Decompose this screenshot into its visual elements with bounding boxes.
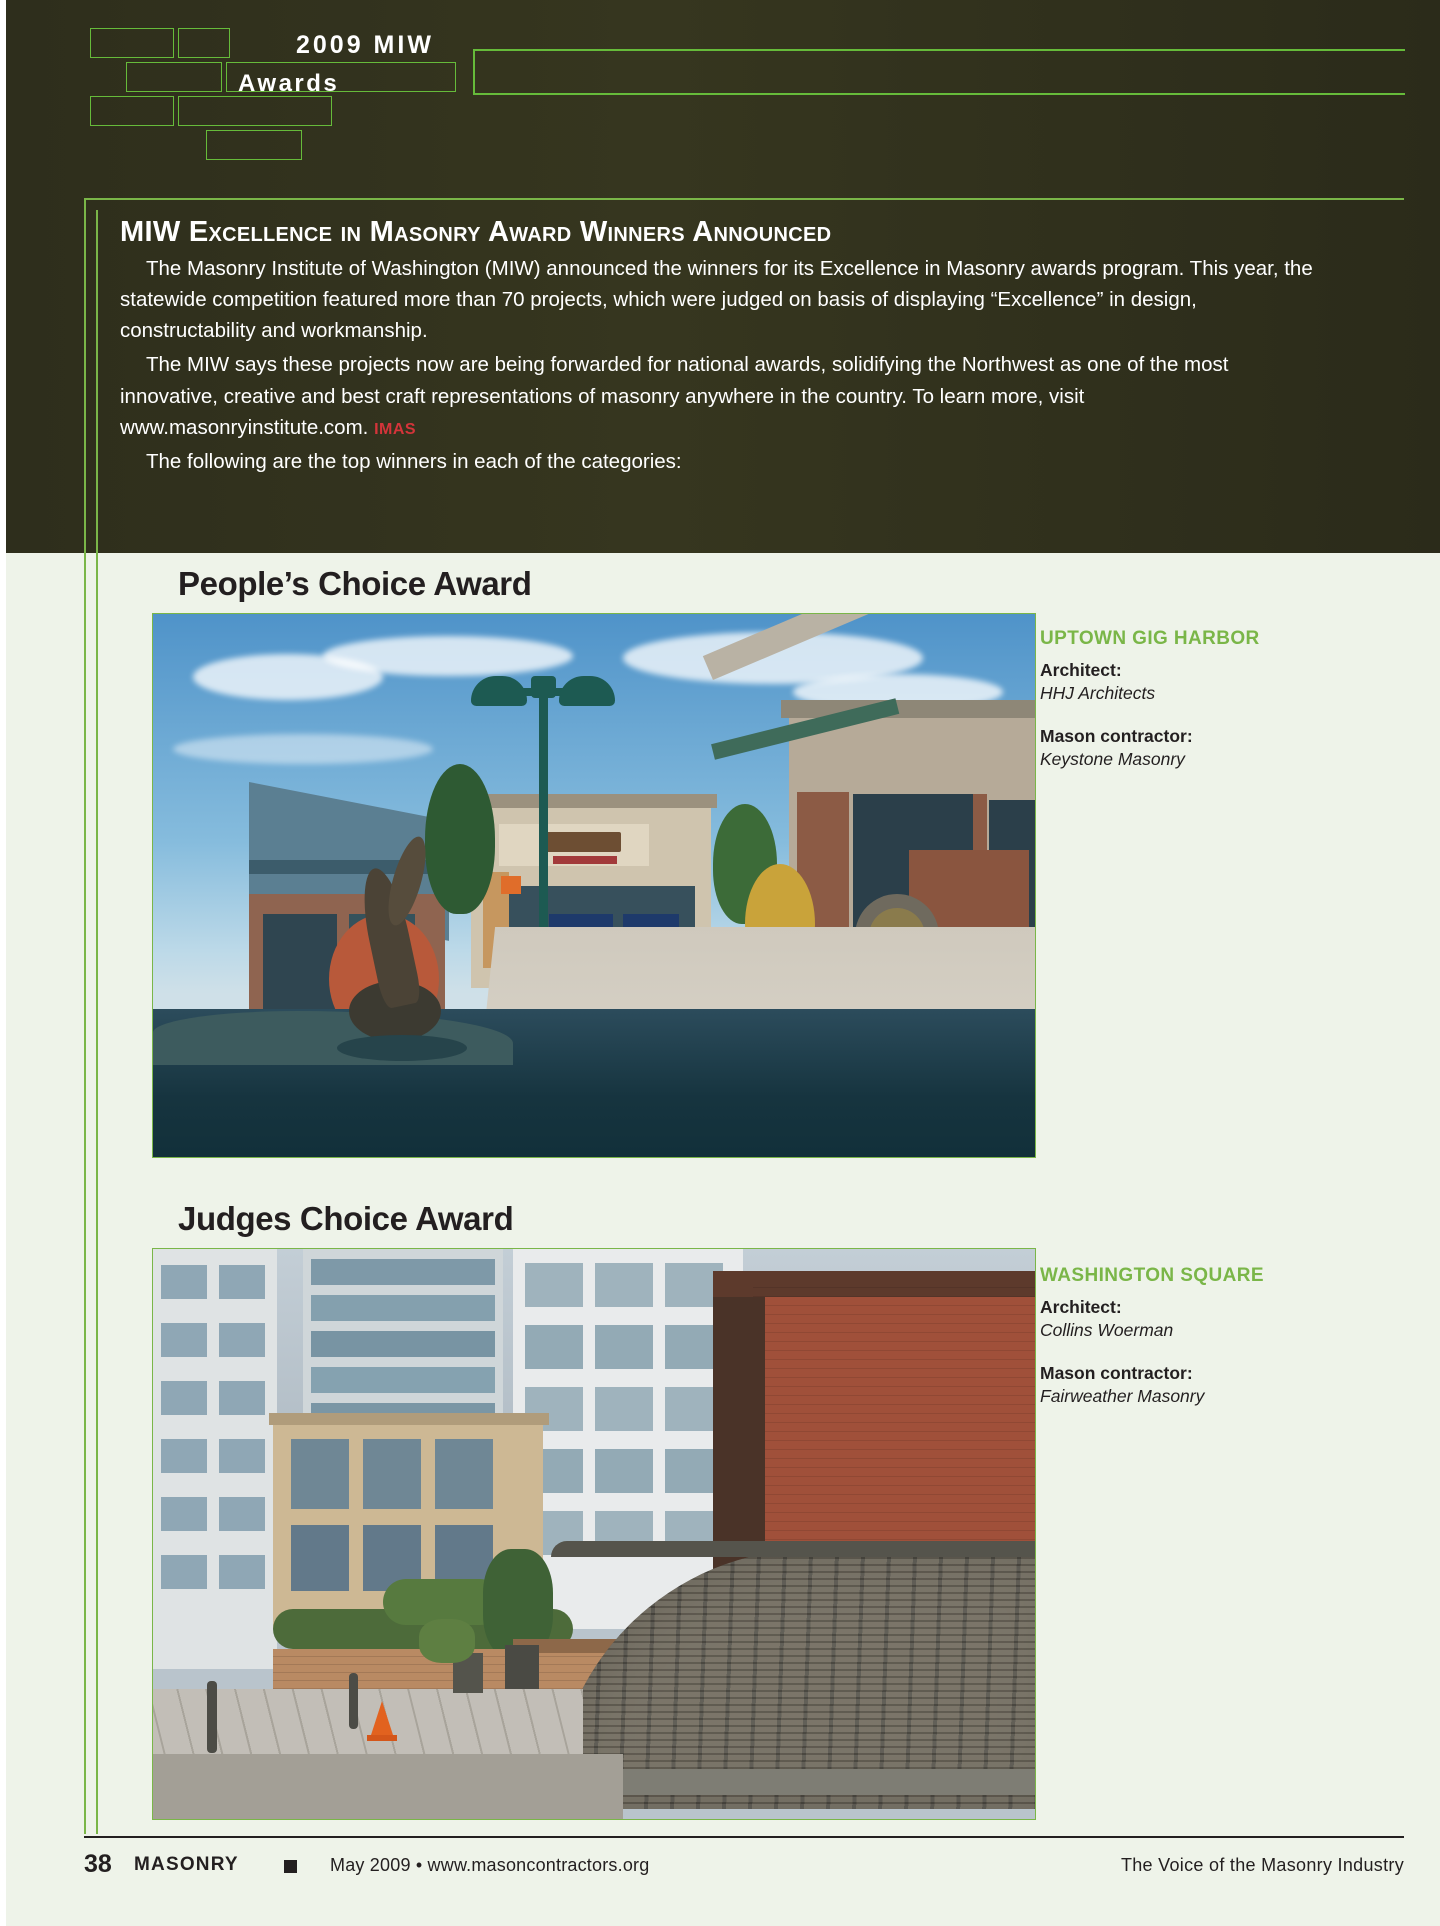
masthead-awards: Awards — [238, 70, 340, 97]
masthead-rule-vertical — [473, 49, 475, 95]
architect-label: Architect: — [1040, 660, 1122, 680]
photo1-scene — [153, 614, 1035, 1157]
page-number: 38 — [84, 1850, 112, 1878]
architect-label: Architect: — [1040, 1297, 1122, 1317]
footer-square-bullet — [284, 1860, 297, 1873]
project-name: UPTOWN GIG HARBOR — [1040, 628, 1260, 649]
credit-uptown-gig-harbor — [1040, 628, 1370, 792]
section-title-peoples-choice: People’s Choice Award — [178, 565, 532, 602]
accent-rule-left-outer — [84, 198, 86, 1834]
mason-name: Fairweather Masonry — [1040, 1386, 1205, 1406]
mason-label: Mason contractor: — [1040, 1363, 1193, 1383]
article-paragraph-2 — [120, 349, 1332, 442]
mason-label: Mason contractor: — [1040, 726, 1193, 746]
page-footer — [84, 1850, 1404, 1890]
masthead-rule-top — [475, 49, 1405, 51]
footer-rule — [84, 1836, 1404, 1838]
imas-mark: IMAS — [374, 420, 417, 438]
credit-washington-square — [1040, 1265, 1370, 1429]
footer-tagline: The Voice of the Masonry Industry — [1120, 1855, 1404, 1875]
article-paragraph-1: The Masonry Institute of Washington (MIW) announced the winners for its Excellence in Masonry awards program. This year, the statewide competition featured more than 70 projects, which were judged on basis of displaying “Excellence” in design, constructability and workmanship. — [120, 257, 1313, 343]
accent-rule-top — [84, 198, 1404, 200]
section-title-judges-choice: Judges Choice Award — [178, 1200, 514, 1237]
photo2-scene — [153, 1249, 1035, 1819]
article-paragraph-2-text: The MIW says these projects now are being forwarded for national awards, solidifying the Northwest as one of the most innovative, creative and best craft representations of masonry anywhere in the country. To learn more, visit www.masonryinstitute.com. — [120, 353, 1229, 439]
photo-uptown-gig-harbor — [152, 613, 1036, 1158]
article-paragraph-3: The following are the top winners in each of the categories: — [146, 449, 682, 473]
footer-issue-and-url: May 2009 • www.masoncontractors.org — [330, 1855, 650, 1875]
accent-rule-left-inner — [96, 210, 98, 1834]
article-intro — [120, 216, 1332, 480]
masthead-rule-bottom — [473, 93, 1405, 95]
masthead-year: 2009 MIW — [296, 31, 434, 59]
mason-name: Keystone Masonry — [1040, 749, 1185, 769]
article-headline: MIW Excellence in Masonry Award Winners Announced — [120, 216, 832, 248]
architect-name: HHJ Architects — [1040, 683, 1156, 703]
photo-washington-square — [152, 1248, 1036, 1820]
project-name: WASHINGTON SQUARE — [1040, 1265, 1264, 1286]
publication-name: MASONRY — [134, 1854, 239, 1875]
architect-name: Collins Woerman — [1040, 1320, 1174, 1340]
